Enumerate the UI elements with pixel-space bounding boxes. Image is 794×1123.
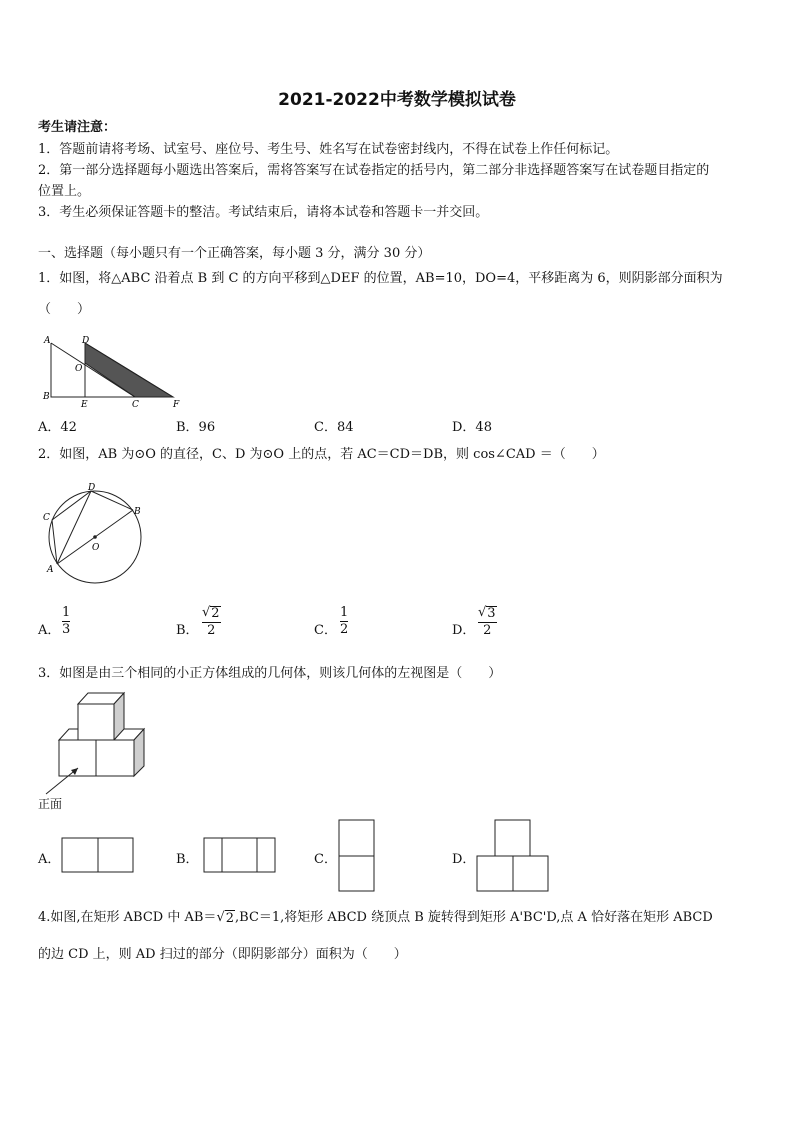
q1-label-a: A (44, 336, 51, 346)
q4-line1-part-a: 4.如图,在矩形 ABCD 中 AB＝ (38, 910, 217, 925)
sqrt-icon: √ (202, 605, 211, 620)
q2-text: 2．如图，AB 为⊙O 的直径，C、D 为⊙O 上的点，若 AC＝CD＝DB，则 cos∠CAD ＝（ ） (38, 447, 605, 462)
q4-line1 (38, 910, 713, 927)
sqrt-icon: √ (478, 605, 487, 620)
notice-item-2: 2．第一部分选择题每小题选出答案后，需将答案写在试卷指定的括号内，第二部分非选择题答案写在试卷题目指定的 (38, 163, 710, 178)
q2-option-d-fraction (478, 606, 497, 637)
q2-option-a[interactable] (38, 619, 60, 638)
q1-label-e: E (81, 400, 88, 410)
q3-option-a[interactable]: A． (38, 852, 61, 867)
q2-option-c[interactable] (314, 619, 337, 638)
q2-option-d-letter: D． (452, 623, 476, 638)
q2-option-d-num: 3 (487, 606, 496, 621)
q3-option-a-figure (61, 837, 135, 873)
q4-sqrt-value: 2 (225, 911, 235, 926)
q3-option-b[interactable]: B． (176, 852, 199, 867)
q2-option-a-num: 1 (62, 605, 71, 620)
q2-option-b[interactable] (176, 619, 199, 638)
q4-line1-part-b: ,BC＝1,将矩形 ABCD 绕顶点 B 旋转得到矩形 A'BC'D,点 A 恰好落在矩形 ABCD (235, 910, 713, 925)
q3-option-d[interactable]: D． (452, 852, 476, 867)
q1-option-b[interactable]: B．96 (176, 420, 216, 435)
q2-option-b-den: 2 (207, 622, 216, 638)
q2-option-d-den: 2 (483, 622, 492, 638)
q1-option-c[interactable]: C．84 (314, 420, 354, 435)
q3-option-b-figure (203, 837, 277, 873)
q1-label-c: C (132, 400, 139, 410)
q2-figure (38, 482, 148, 582)
notice-item-1: 1．答题前请将考场、试室号、座位号、考生号、姓名写在试卷密封线内，不得在试卷上作任何标记。 (38, 142, 619, 157)
q2-center-dot (93, 535, 97, 539)
q1-label-o: O (75, 364, 83, 374)
notice-item-2-cont: 位置上。 (38, 184, 91, 199)
notice-heading: 考生请注意： (38, 120, 117, 135)
q1-text: 1．如图，将△ABC 沿着点 B 到 C 的方向平移到△DEF 的位置，AB=10，DO=4，平移距离为 6，则阴影部分面积为 (38, 271, 723, 286)
q3-bottom-left-cube (59, 740, 96, 776)
q2-label-o: O (92, 543, 100, 553)
q3-top-cube (78, 704, 114, 740)
q2-option-b-fraction (202, 606, 221, 637)
q1-label-f: F (173, 400, 180, 410)
q2-label-c: C (43, 513, 50, 523)
q2-chord-ad (57, 491, 91, 564)
q3-option-c-figure (338, 819, 376, 893)
notice-item-3: 3．考生必须保证答题卡的整洁。考试结束后，请将本试卷和答题卡一并交回。 (38, 205, 489, 220)
q1-option-a[interactable]: A．42 (38, 420, 77, 435)
q2-option-b-letter: B． (176, 623, 199, 638)
q2-option-d[interactable] (452, 619, 475, 638)
q3-front-label: 正面 (38, 797, 63, 811)
q4-line2: 的边 CD 上，则 AD 扫过的部分（即阴影部分）面积为（ ） (38, 947, 407, 962)
q1-option-d[interactable]: D．48 (452, 420, 492, 435)
q3-figure (38, 690, 158, 810)
page-title: 2021-2022中考数学模拟试卷 (278, 90, 516, 110)
q2-chords-cd-db (52, 491, 133, 564)
q1-label-b: B (43, 392, 50, 402)
q1-paren: （ ） (38, 302, 91, 317)
q3-bottom-right-cube (96, 740, 134, 776)
q2-option-a-den: 3 (62, 621, 71, 637)
q2-label-a: A (47, 565, 54, 575)
q2-option-c-letter: C． (314, 623, 337, 638)
q2-label-b: B (134, 507, 141, 517)
q2-option-c-num: 1 (340, 605, 349, 620)
q2-option-a-fraction (62, 606, 70, 636)
q1-label-d: D (82, 336, 90, 346)
sqrt-icon: √ (216, 910, 225, 925)
q1-figure (38, 333, 188, 408)
q2-option-b-num: 2 (211, 606, 220, 621)
q2-option-a-letter: A． (38, 623, 61, 638)
q2-option-c-fraction (340, 606, 348, 636)
q2-option-c-den: 2 (340, 621, 349, 637)
section-heading: 一、选择题（每小题只有一个正确答案，每小题 3 分，满分 30 分） (38, 246, 431, 261)
q2-label-d: D (88, 483, 96, 493)
q3-option-d-figure (476, 819, 550, 893)
q3-option-c[interactable]: C． (314, 852, 337, 867)
q3-text: 3．如图是由三个相同的小正方体组成的几何体，则该几何体的左视图是（ ） (38, 666, 502, 681)
